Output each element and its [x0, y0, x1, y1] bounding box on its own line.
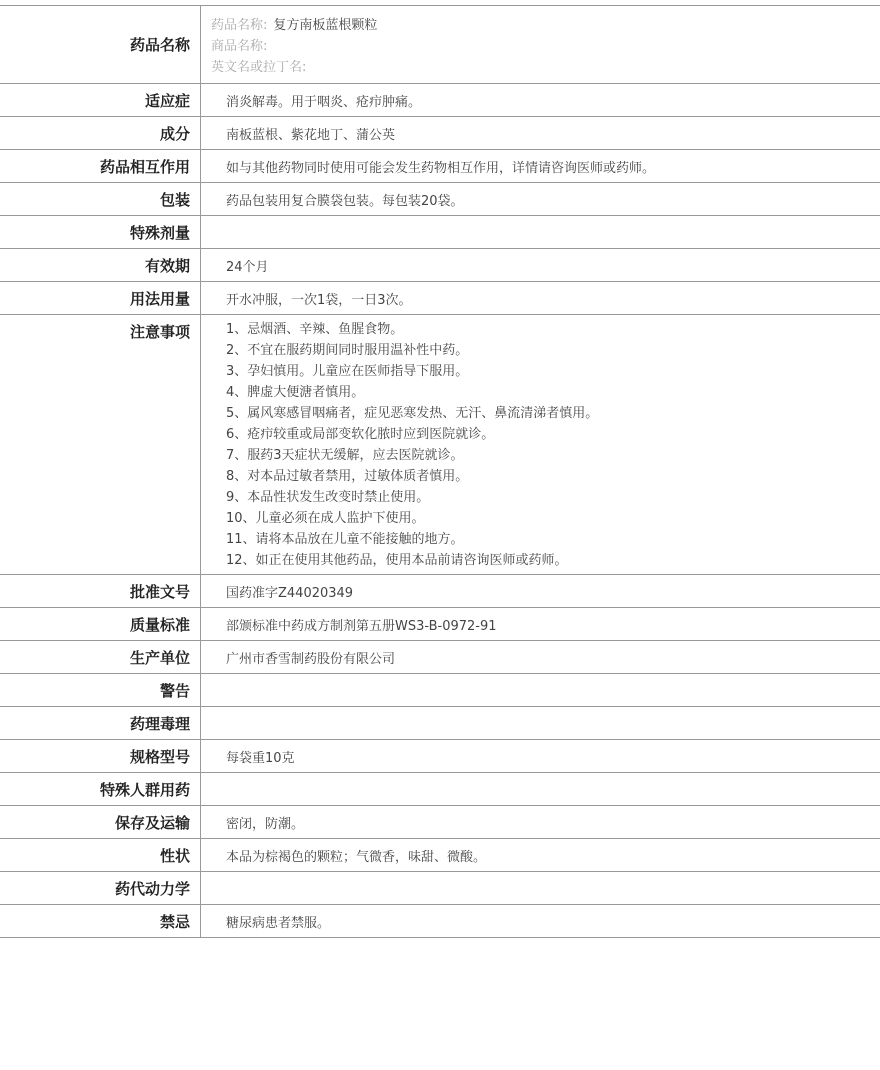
note-item: 10、儿童必须在成人监护下使用。 — [226, 511, 425, 526]
note-item: 4、脾虚大便溏者慎用。 — [226, 385, 365, 400]
spec-row — [0, 575, 880, 608]
row-value: 密闭，防潮。 — [226, 816, 305, 832]
note-item: 3、孕妇慎用。儿童应在医师指导下服用。 — [226, 364, 469, 379]
row-label: 生产单位 — [0, 641, 201, 674]
spec-row — [0, 674, 880, 707]
spec-row — [0, 216, 880, 249]
note-item: 6、疮疖较重或局部变软化脓时应到医院就诊。 — [226, 427, 495, 442]
note-item: 8、对本品过敏者禁用，过敏体质者慎用。 — [226, 469, 469, 484]
row-value: 24个月 — [226, 259, 269, 275]
spec-row — [0, 150, 880, 183]
row-label: 批准文号 — [0, 575, 201, 608]
row-label: 用法用量 — [0, 282, 201, 315]
row-label: 有效期 — [0, 249, 201, 282]
field-key: 英文名或拉丁名: — [211, 60, 307, 75]
spec-row — [0, 117, 880, 150]
row-value — [201, 707, 880, 740]
row-label: 禁忌 — [0, 905, 201, 938]
spec-row — [0, 84, 880, 117]
name-fields — [201, 6, 880, 84]
drug-spec-page — [0, 5, 880, 938]
row-label: 药代动力学 — [0, 872, 201, 905]
latin-name-line — [211, 57, 880, 78]
row-value: 如与其他药物同时使用可能会发生药物相互作用，详情请咨询医师或药师。 — [226, 160, 656, 176]
note-item: 9、本品性状发生改变时禁止使用。 — [226, 490, 430, 505]
row-label: 注意事项 — [0, 315, 201, 575]
row-value: 药品包装用复合膜袋包装。每包装20袋。 — [226, 193, 464, 209]
row-label: 规格型号 — [0, 740, 201, 773]
spec-row-notes — [0, 315, 880, 575]
row-value: 消炎解毒。用于咽炎、疮疖肿痛。 — [226, 94, 422, 110]
note-item: 2、不宜在服药期间同时服用温补性中药。 — [226, 343, 469, 358]
generic-name-line — [211, 15, 880, 36]
row-label: 性状 — [0, 839, 201, 872]
spec-row — [0, 773, 880, 806]
row-value — [201, 216, 880, 249]
row-label: 特殊人群用药 — [0, 773, 201, 806]
note-item: 7、服药3天症状无缓解，应去医院就诊。 — [226, 448, 464, 463]
row-label: 警告 — [0, 674, 201, 707]
note-item: 1、忌烟酒、辛辣、鱼腥食物。 — [226, 322, 404, 337]
spec-row — [0, 872, 880, 905]
row-value: 糖尿病患者禁服。 — [226, 915, 331, 931]
note-item: 5、属风寒感冒咽痛者，症见恶寒发热、无汗、鼻流清涕者慎用。 — [226, 406, 599, 421]
spec-row-name — [0, 6, 880, 84]
drug-spec-table — [0, 5, 880, 938]
row-label: 药品相互作用 — [0, 150, 201, 183]
row-label: 成分 — [0, 117, 201, 150]
row-label: 特殊剂量 — [0, 216, 201, 249]
row-value: 广州市香雪制药股份有限公司 — [226, 651, 396, 667]
row-label: 药理毒理 — [0, 707, 201, 740]
note-item: 11、请将本品放在儿童不能接触的地方。 — [226, 532, 464, 547]
field-key: 药品名称: — [211, 18, 268, 33]
row-label: 药品名称 — [0, 6, 201, 84]
spec-row — [0, 905, 880, 938]
row-value — [201, 674, 880, 707]
spec-row — [0, 249, 880, 282]
spec-row — [0, 839, 880, 872]
row-label: 包装 — [0, 183, 201, 216]
spec-row — [0, 608, 880, 641]
spec-row — [0, 707, 880, 740]
spec-row — [0, 806, 880, 839]
row-value: 南板蓝根、紫花地丁、蒲公英 — [226, 127, 396, 143]
spec-row — [0, 641, 880, 674]
row-value — [201, 773, 880, 806]
row-value: 部颁标准中药成方制剂第五册WS3-B-0972-91 — [226, 618, 497, 634]
field-key: 商品名称: — [211, 39, 268, 54]
row-value: 国药准字Z44020349 — [226, 585, 354, 601]
trade-name-line — [211, 36, 880, 57]
row-label: 适应症 — [0, 84, 201, 117]
row-value: 每袋重10克 — [226, 750, 295, 766]
row-value — [201, 872, 880, 905]
note-item: 12、如正在使用其他药品，使用本品前请咨询医师或药师。 — [226, 553, 568, 568]
row-label: 保存及运输 — [0, 806, 201, 839]
spec-row — [0, 183, 880, 216]
spec-row — [0, 282, 880, 315]
spec-row — [0, 740, 880, 773]
row-value: 本品为棕褐色的颗粒；气微香，味甜、微酸。 — [226, 849, 487, 865]
row-value: 开水冲服，一次1袋，一日3次。 — [226, 292, 412, 308]
row-label: 质量标准 — [0, 608, 201, 641]
field-value: 复方南板蓝根颗粒 — [273, 18, 378, 33]
notes-list — [201, 315, 880, 575]
